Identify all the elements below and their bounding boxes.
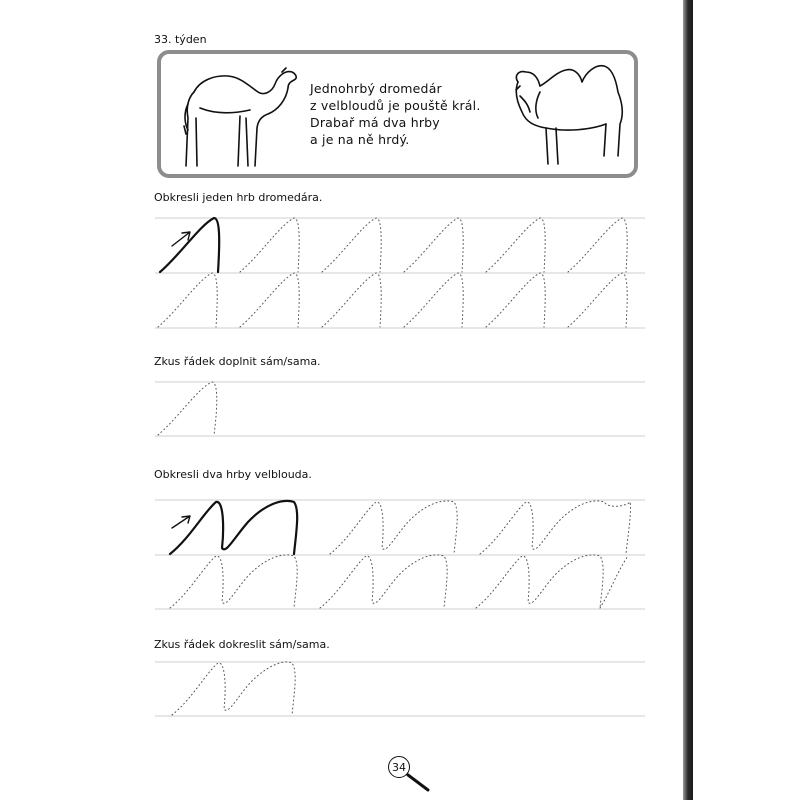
- week-label: 33. týden: [154, 33, 207, 46]
- poem-line: Drabař má dva hrby: [310, 115, 440, 130]
- dotted-double-humps-row1: [330, 501, 631, 554]
- dotted-double-hump-practice: [172, 662, 295, 715]
- instruction-3: Obkresli dva hrby velblouda.: [154, 468, 312, 481]
- instruction-2: Zkus řádek doplnit sám/sama.: [154, 355, 321, 368]
- poem-line: Jednohrbý dromedár: [310, 81, 442, 96]
- guide-lines: [155, 218, 645, 716]
- dotted-single-humps-row2: [158, 273, 627, 327]
- model-double-hump: [170, 501, 297, 554]
- dotted-double-humps-row2: [170, 555, 628, 608]
- magnifier-icon: [408, 775, 428, 790]
- poem-line: a je na ně hrdý.: [310, 132, 410, 147]
- poem-line: z velbloudů je pouště král.: [310, 98, 481, 113]
- dotted-single-hump-practice: [158, 382, 217, 435]
- instruction-1: Obkresli jeden hrb dromedára.: [154, 191, 323, 204]
- page-number: 34: [388, 756, 410, 778]
- instruction-4: Zkus řádek dokreslit sám/sama.: [154, 638, 330, 651]
- dotted-single-humps-row1: [240, 218, 627, 272]
- model-single-hump: [160, 218, 219, 272]
